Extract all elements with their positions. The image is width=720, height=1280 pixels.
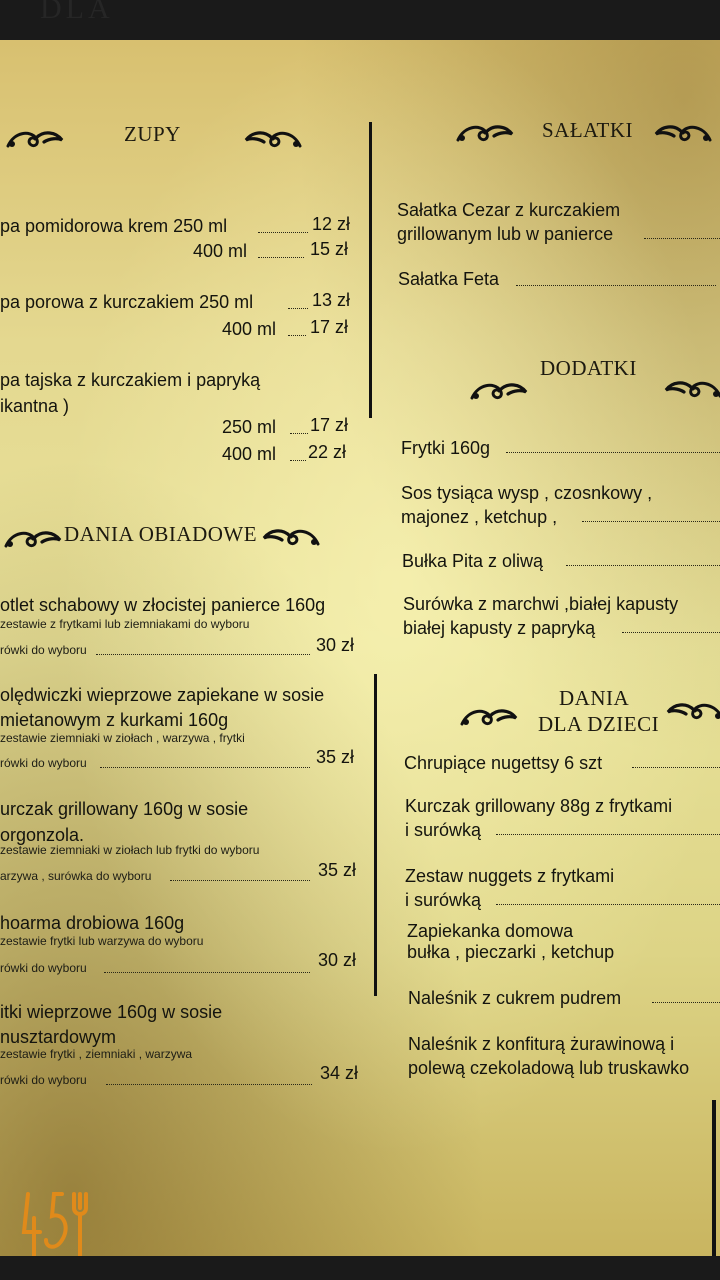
menu-item-name: Bułka Pita z oliwą xyxy=(402,551,544,571)
leader-dots xyxy=(104,972,310,973)
leader-dots xyxy=(170,880,310,881)
menu-item-name: Kurczak grillowany 88g z frytkami xyxy=(405,796,673,816)
leader-dots xyxy=(288,308,308,309)
menu-item-name: otlet schabowy w złocistej panierce 160g xyxy=(0,595,326,615)
menu-item-size: 250 ml xyxy=(222,417,277,437)
menu-item-name-cont: nusztardowym xyxy=(0,1027,117,1047)
menu-item-desc: zestawie frytki , ziemniaki , warzywa xyxy=(0,1047,193,1061)
menu-item-name: Frytki 160g xyxy=(401,438,491,458)
menu-item-name: Naleśnik z cukrem pudrem xyxy=(408,988,622,1008)
leader-dots xyxy=(622,632,720,633)
ornament-left-icon xyxy=(468,378,530,404)
section-title-dzieci-1: DANIA xyxy=(559,686,630,710)
leader-dots xyxy=(290,433,308,434)
ornament-left-icon xyxy=(4,126,66,152)
ornament-left-icon xyxy=(2,526,64,552)
price: 17 zł xyxy=(310,317,349,337)
ornament-right-icon xyxy=(662,376,720,402)
price: 30 zł xyxy=(316,635,355,655)
menu-item-name-cont: mietanowym z kurkami 160g xyxy=(0,710,229,730)
menu-item-desc: rówki do wyboru xyxy=(0,643,87,657)
menu-item-name-cont: polewą czekoladową lub truskawko xyxy=(408,1058,690,1078)
column-divider xyxy=(369,122,372,418)
menu-item-name: pa pomidorowa krem 250 ml xyxy=(0,216,228,236)
menu-item-name: urczak grillowany 160g w sosie xyxy=(0,799,249,819)
menu-item-name: Sałatka Feta xyxy=(398,269,500,289)
menu-item-name: olędwiczki wieprzowe zapiekane w sosie xyxy=(0,685,325,705)
leader-dots xyxy=(496,904,720,905)
leader-dots xyxy=(288,335,306,336)
price: 35 zł xyxy=(318,860,357,880)
leader-dots xyxy=(516,285,716,286)
menu-item-desc: rówki do wyboru xyxy=(0,756,87,770)
price: 34 zł xyxy=(320,1063,359,1083)
leader-dots xyxy=(258,257,304,258)
menu-item-name: itki wieprzowe 160g w sosie xyxy=(0,1002,223,1022)
menu-item-name-cont: orgonzola. xyxy=(0,825,85,845)
leader-dots xyxy=(496,834,720,835)
menu-item-name: Surówka z marchwi ,białej kapusty xyxy=(403,594,679,614)
leader-dots xyxy=(106,1084,312,1085)
menu-item-size: 400 ml xyxy=(193,241,248,261)
section-title-zupy: ZUPY xyxy=(124,122,181,146)
menu-item-desc: zestawie ziemniaki w ziołach , warzywa , frytki xyxy=(0,731,245,745)
leader-dots xyxy=(96,654,310,655)
menu-item-name: pa porowa z kurczakiem 250 ml xyxy=(0,292,254,312)
price: 17 zł xyxy=(310,415,349,435)
leader-dots xyxy=(290,460,306,461)
page-edge-line xyxy=(712,1100,716,1256)
leader-dots xyxy=(100,767,310,768)
menu-item-name: Naleśnik z konfiturą żurawinową i xyxy=(408,1034,675,1054)
menu-item-name-cont: majonez , ketchup , xyxy=(401,507,558,527)
leader-dots xyxy=(258,232,308,233)
bottom-dark-border xyxy=(0,1256,720,1280)
faded-header-ghost: DLA xyxy=(40,0,114,25)
column-divider xyxy=(374,674,377,996)
price: 22 zł xyxy=(308,442,347,462)
menu-item-name-cont: i surówką xyxy=(405,890,482,910)
section-title-dzieci-2: DLA DZIECI xyxy=(538,712,660,736)
menu-item-desc: arzywa , surówka do wyboru xyxy=(0,869,152,883)
menu-item-size: 400 ml xyxy=(222,319,277,339)
menu-item-desc: zestawie frytki lub warzywa do wyboru xyxy=(0,934,204,948)
menu-item-name-cont: grillowanym lub w panierce xyxy=(397,224,614,244)
menu-item-name-cont: białej kapusty z papryką xyxy=(403,618,596,638)
ornament-right-icon xyxy=(242,126,304,152)
ornament-left-icon xyxy=(454,120,516,146)
menu-page xyxy=(0,40,720,1256)
section-title-salatki: SAŁATKI xyxy=(542,118,633,142)
ornament-right-icon xyxy=(664,698,720,724)
leader-dots xyxy=(506,452,720,453)
menu-item-name: hoarma drobiowa 160g xyxy=(0,913,185,933)
leader-dots xyxy=(652,1002,720,1003)
menu-item-name: Sos tysiąca wysp , czosnkowy , xyxy=(401,483,653,503)
menu-item-name: Zestaw nuggets z frytkami xyxy=(405,866,615,886)
price: 30 zł xyxy=(318,950,357,970)
menu-item-name: Sałatka Cezar z kurczakiem xyxy=(397,200,621,220)
menu-item-name-cont: i surówką xyxy=(405,820,482,840)
price: 35 zł xyxy=(316,747,355,767)
price: 13 zł xyxy=(312,290,351,310)
menu-item-name: Chrupiące nugettsy 6 szt xyxy=(404,753,603,773)
menu-item-size: 400 ml xyxy=(222,444,277,464)
menu-item-name: pa tajska z kurczakiem i papryką xyxy=(0,370,261,390)
ornament-right-icon xyxy=(260,524,322,550)
menu-item-name: Zapiekanka domowa xyxy=(407,921,574,941)
ornament-right-icon xyxy=(652,120,714,146)
leader-dots xyxy=(566,565,720,566)
menu-item-name-cont: bułka , pieczarki , ketchup xyxy=(407,942,615,962)
menu-item-desc: rówki do wyboru xyxy=(0,961,87,975)
menu-item-desc: zestawie ziemniaki w ziołach lub frytki do wyboru xyxy=(0,843,260,857)
menu-item-name-cont: ikantna ) xyxy=(0,396,70,416)
leader-dots xyxy=(582,521,720,522)
leader-dots xyxy=(632,767,720,768)
price: 15 zł xyxy=(310,239,349,259)
price: 12 zł xyxy=(312,214,351,234)
leader-dots xyxy=(644,238,720,239)
section-title-obiadowe: DANIA OBIADOWE xyxy=(64,522,258,546)
menu-item-desc: rówki do wyboru xyxy=(0,1073,87,1087)
ornament-left-icon xyxy=(458,704,520,730)
section-title-dodatki: DODATKI xyxy=(540,356,637,380)
menu-item-desc: zestawie z frytkami lub ziemniakami do wyboru xyxy=(0,617,250,631)
